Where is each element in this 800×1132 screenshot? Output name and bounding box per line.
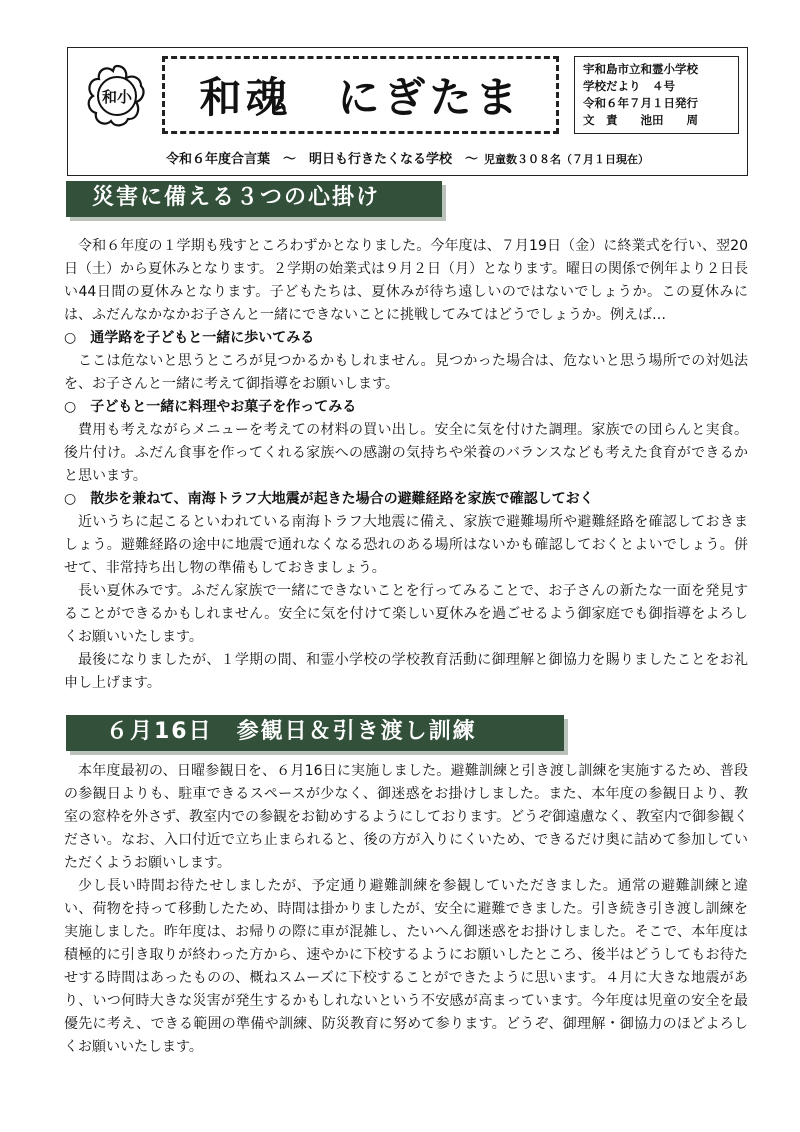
- paragraph: 近いうちに起こるといわれている南海トラフ大地震に備え、家族で避難場所や避難経路を確認しておきましょう。避難経路の途中に地震で通れなくなる恐れのある場所はないかも確認しておくとよいでしょう。併せて、非常持ち出し物の準備もしておきましょう。: [64, 514, 748, 576]
- paragraph: 少し長い時間お待たせしましたが、予定通り避難訓練を参観していただきました。通常の避難訓練と違い、荷物を持って移動したため、時間は掛かりましたが、安全に避難できました。引き続き引き渡し訓練を実施しました。昨年度は、お帰りの際に車が混雑し、たいへん御迷惑をお掛けしました。そこで、本年度は積極的に引き取りが終わった方から、速やかに下校するようにお願いしたところ、後半はどうしてもお待たせする時間はあったものの、概ねスムーズに下校することができたように思います。４月に大きな地震があり、いつ何時大きな災害が発生するかもしれないという不安感が高まっています。今年度は児童の安全を最優先に考え、できる範囲の準備や訓練、防災教育に努めて参ります。どうぞ、御理解・御協力のほどよろしくお願いいたします。: [64, 878, 748, 1055]
- editor-credit: 文 責 池田 周: [583, 113, 698, 127]
- paragraph: ここは危ないと思うところが見つかるかもしれません。見つかった場合は、危ないと思う場所での対処法を、お子さんと一緒に考えて御指導をお願いします。: [64, 353, 748, 392]
- bullet-heading: ○ 散歩を兼ねて、南海トラフ大地震が起きた場合の避難経路を家族で確認しておく: [64, 491, 594, 507]
- bullet-heading: ○ 子どもと一緒に料理やお菓子を作ってみる: [64, 399, 357, 415]
- student-count: 児童数３０８名（７月１日現在）: [484, 153, 649, 166]
- svg-text:和小: 和小: [101, 88, 133, 106]
- paragraph: 最後になりましたが、１学期の間、和霊小学校の学校教育活動に御理解と御協力を賜りましたことをお礼申し上げます。: [64, 652, 748, 691]
- school-motto: [67, 148, 748, 167]
- newsletter-title: 和魂 にぎたま: [199, 73, 522, 122]
- bullet-heading: ○ 通学路を子どもと一緒に歩いてみる: [64, 330, 315, 346]
- newsletter-number: 学校だより ４号: [583, 79, 675, 93]
- section-body-disaster-prep: [64, 235, 748, 695]
- paragraph: 費用も考えながらメニューを考えての材料の買い出し。安全に気を付けた調理。家族での団らんと実食。後片付け。ふだん食事を作ってくれる家族への感謝の気持ちや栄養のバランスなども考えた食育ができるかと思います。: [64, 422, 748, 484]
- school-name: 宇和島市立和霊小学校: [583, 62, 698, 76]
- motto-text: 令和６年度合言葉 ～ 明日も行きたくなる学校 ～: [165, 152, 478, 167]
- issue-info: [574, 56, 739, 134]
- paragraph: 長い夏休みです。ふだん家族で一緒にできないことを行ってみることで、お子さんの新たな一面を発見することができるかもしれません。安全に気を付けて楽しい夏休みを過ごせるよう御家庭でも御指導をよろしくお願いいたします。: [64, 583, 748, 645]
- paragraph: 令和６年度の１学期も残すところわずかとなりました。今年度は、７月19日（金）に終業式を行い、翌20日（土）から夏休みとなります。２学期の始業式は９月２日（月）となります。曜日の関係で例年より２日長い44日間の夏休みとなります。子どもたちは、夏休みが待ち遠しいのではないでしょうか。この夏休みには、ふだんなかなかお子さんと一緒にできないことに挑戦してみてはどうでしょうか。例えば…: [64, 238, 748, 323]
- paragraph: 本年度最初の、日曜参観日を、６月16日に実施しました。避難訓練と引き渡し訓練を実施するため、普段の参観日よりも、駐車できるスペースが少なく、御迷惑をお掛けしました。また、本年度の参観日より、教室の窓枠を外さず、教室内での参観をお勧めするようにしております。どうぞ御遠慮なく、教室内で御参観ください。なお、入口付近で立ち止まられると、後の方が入りにくいため、できるだけ奥に詰めて参加していただくようお願いします。: [64, 763, 748, 871]
- issue-date: 令和６年７月１日発行: [583, 96, 698, 110]
- school-emblem-icon: [84, 63, 150, 129]
- section-heading-disaster-prep: 災害に備える３つの心掛け: [66, 181, 442, 217]
- section-heading-open-day: ６月16日 参観日＆引き渡し訓練: [66, 715, 564, 751]
- title-frame: [162, 56, 559, 134]
- section-body-open-day: [64, 760, 748, 1059]
